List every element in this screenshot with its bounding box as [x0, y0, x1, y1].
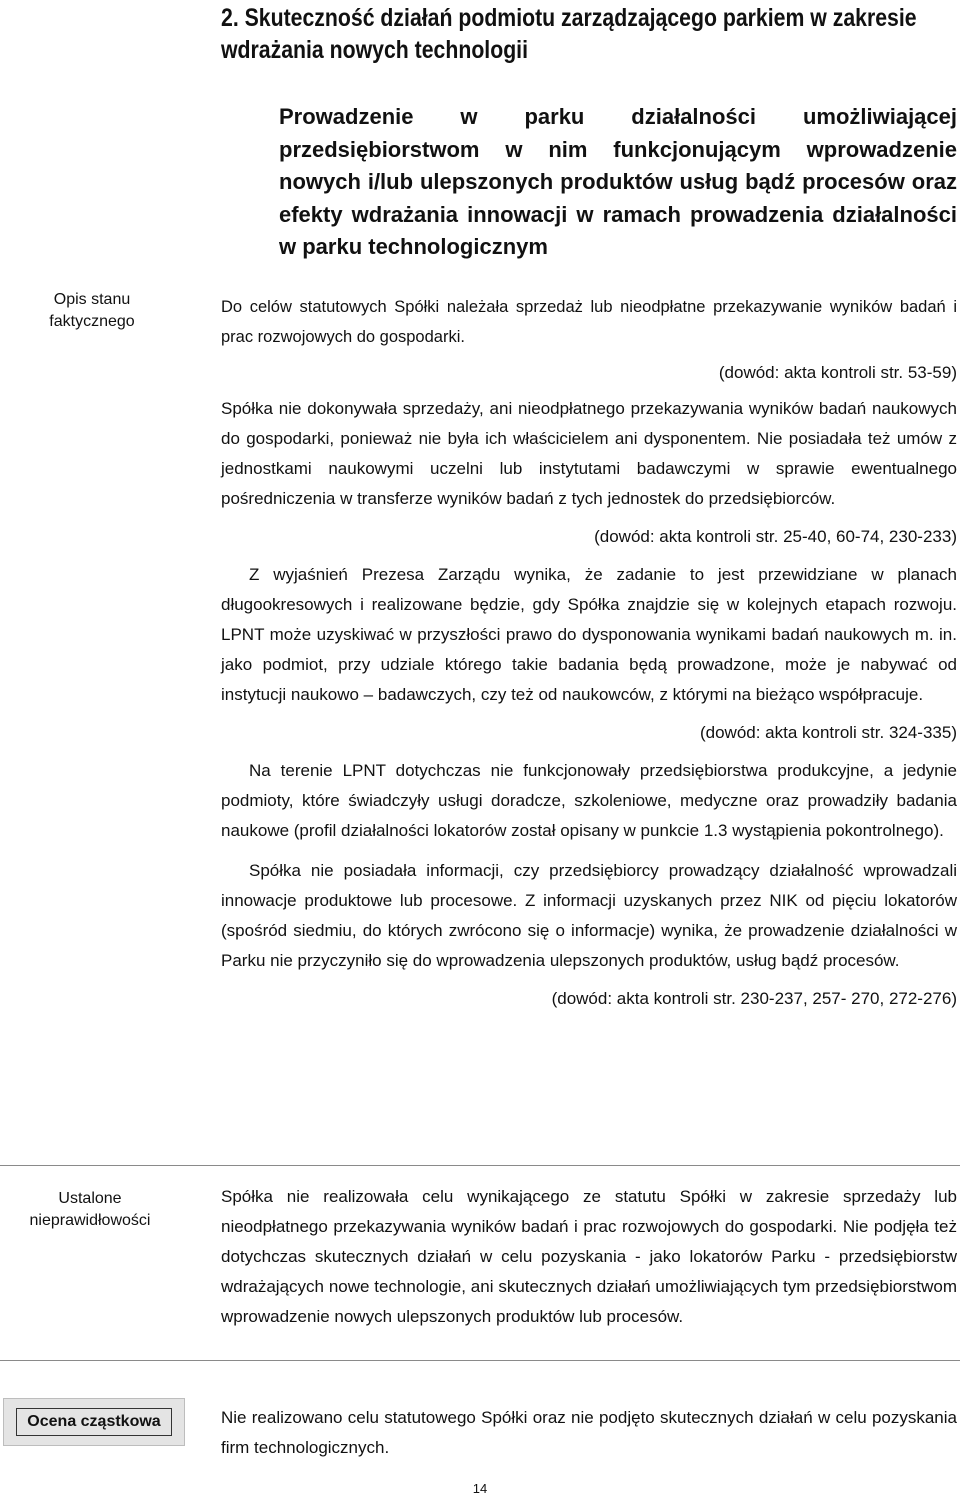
- page-number: 14: [472, 1481, 488, 1496]
- opis-paragraph-2: Spółka nie dokonywała sprzedaży, ani nieodpłatnego przekazywania wyników badań naukowych do gospodarki, ponieważ nie była ich właścicielem ani dysponentem. Nie posiadała też umów z jednostkami naukowymi uczelni lub instytutami badawczymi w sprawie ewentualnego pośredniczenia w transferze wyników badań z tych jednostek do przedsiębiorców.: [221, 399, 957, 508]
- opis-evidence-3: (dowód: akta kontroli str. 324-335): [699, 723, 957, 742]
- opis-paragraph-5: Spółka nie posiadała informacji, czy przedsiębiorcy prowadzący działalność wprowadzali innowacje produktowe lub procesowe. Z informacji uzyskanych przez NIK od pięciu lokatorów (spośród siedmiu, do których zwrócono się o informacje) wynika, że prowadzenie działalności w Parku nie przyczyniło się do wprowadzenia ulepszonych produktów, usług bądź procesów.: [221, 861, 957, 970]
- ocena-label: Ocena cząstkowa: [16, 1408, 171, 1436]
- opis-paragraph-1: Do celów statutowych Spółki należała sprzedaż lub nieodpłatne przekazywanie wyników badań i prac rozwojowych do gospodarki.: [221, 298, 957, 346]
- ocena-label-box: [3, 1398, 185, 1446]
- ustalone-text: Spółka nie realizowała celu wynikającego ze statutu Spółki w zakresie sprzedaży lub nieodpłatnego przekazywania wyników badań i prac rozwojowych do gospodarki. Nie podjęła też dotychczas skutecznych działań w celu pozyskania - jako lokatorów Parku - przedsiębiorstw wdrażających nowe technologie, ani skutecznych działań umożliwiających tym przedsiębiorstwom wprowadzenie nowych ulepszonych produktów lub procesów.: [221, 1187, 957, 1326]
- side-label-opis: Opis stanu faktycznego: [49, 291, 135, 330]
- ustalone-block: [221, 1182, 957, 1332]
- opis-evidence-2: (dowód: akta kontroli str. 25-40, 60-74, 230-233): [594, 527, 957, 546]
- section-subtitle: Prowadzenie w parku działalności umożliwiającej przedsiębiorstwom w nim funkcjonującym wprowadzenie nowych i/lub ulepszonych produktów usług bądź procesów oraz efekty wdrażania innowacji w ramach prowadzenia działalności w parku technologicznym: [279, 104, 957, 259]
- opis-paragraph-3: Z wyjaśnień Prezesa Zarządu wynika, że zadanie to jest przewidziane w planach długookresowych i realizowane będzie, gdy Spółka znajdzie się w kolejnych etapach rozwoju. LPNT może uzyskiwać w przyszłości prawo do dysponowania wynikami badań naukowych m. in. jako podmiot, przy udziale którego takie badania będą prowadzone, może je nabywać od instytucji naukowo – badawczych, czy też od naukowców, z którymi na bieżąco współpracuje.: [221, 565, 957, 704]
- divider-bottom: [0, 1360, 960, 1361]
- ocena-text: Nie realizowano celu statutowego Spółki oraz nie podjęto skutecznych działań w celu pozyskania firm technologicznych.: [221, 1408, 957, 1457]
- opis-block: [221, 292, 957, 1014]
- side-label-ustalone: Ustalone nieprawidłowości: [29, 1190, 151, 1229]
- opis-paragraph-4: Na terenie LPNT dotychczas nie funkcjonowały przedsiębiorstwa produkcyjne, a jedynie podmioty, które świadczyły usługi doradcze, szkoleniowe, medyczne oraz prowadziły badania naukowe (profil działalności lokatorów został opisany w punkcie 1.3 wystąpienia pokontrolnego).: [221, 761, 957, 840]
- opis-evidence-1: (dowód: akta kontroli str. 53-59): [718, 363, 957, 382]
- opis-evidence-5: (dowód: akta kontroli str. 230-237, 257- 270, 272-276): [551, 989, 957, 1008]
- ocena-block: [221, 1403, 957, 1463]
- section-title: 2. Skuteczność działań podmiotu zarządzającego parkiem w zakresie wdrażania nowych technologii: [221, 4, 917, 64]
- divider-top: [0, 1165, 960, 1166]
